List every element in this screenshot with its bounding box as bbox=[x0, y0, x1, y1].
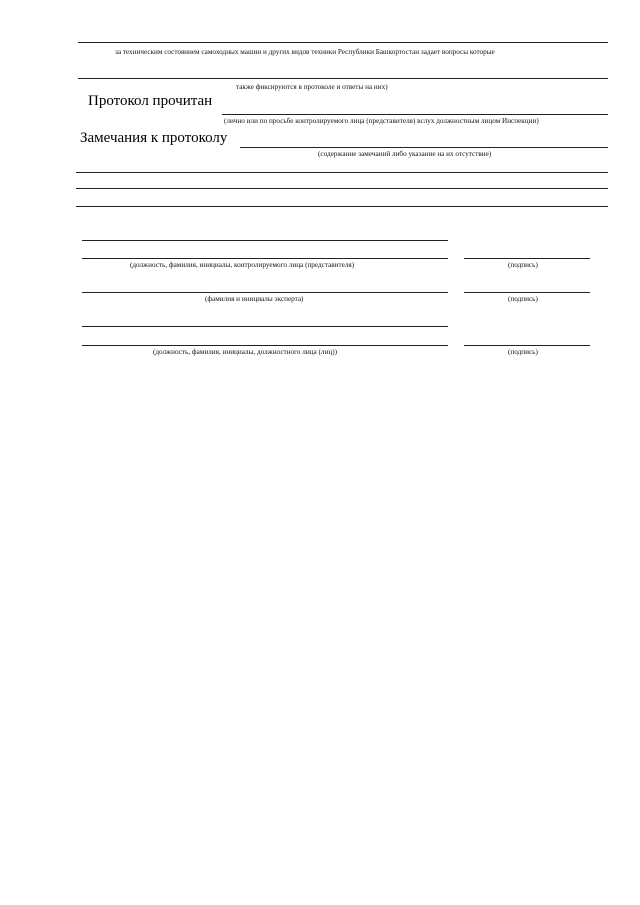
rule-sig3-name-1 bbox=[82, 326, 448, 327]
sig3-sign-caption: (подпись) bbox=[508, 348, 538, 356]
rule-sig2-name bbox=[82, 292, 448, 293]
rule-sig3-sign bbox=[464, 345, 590, 346]
rule-top bbox=[78, 42, 608, 43]
rule-sig2-sign bbox=[464, 292, 590, 293]
rule-sig1-name-1 bbox=[82, 240, 448, 241]
remarks-caption: (содержание замечаний либо указание на их отсутствие) bbox=[318, 150, 492, 158]
rule-sig1-sign bbox=[464, 258, 590, 259]
sig2-sign-caption: (подпись) bbox=[508, 295, 538, 303]
sig2-caption: (фамилия и инициалы эксперта) bbox=[205, 295, 304, 303]
rule-header-2 bbox=[78, 78, 608, 79]
rule-remarks-2 bbox=[76, 188, 608, 189]
rule-remarks-1 bbox=[76, 172, 608, 173]
rule-remarks-3 bbox=[76, 206, 608, 207]
rule-remarks bbox=[240, 147, 608, 148]
sig3-caption: (должность, фамилия, инициалы, должностного лица (лиц)) bbox=[153, 348, 337, 356]
sig1-sign-caption: (подпись) bbox=[508, 261, 538, 269]
rule-sig1-name-2 bbox=[82, 258, 448, 259]
protocol-read-caption: (лично или по просьбе контролируемого лица (представителя) вслух должностным лицом Инспекции) bbox=[224, 117, 539, 125]
sig1-caption: (должность, фамилия, инициалы, контролируемого лица (представителя) bbox=[130, 261, 355, 269]
protocol-read-title: Протокол прочитан bbox=[88, 93, 213, 109]
rule-sig3-name-2 bbox=[82, 345, 448, 346]
rule-protocol-read bbox=[222, 114, 608, 115]
header-text-line1: за техническим состоянием самоходных машин и других видов техники Республики Башкортостан задает вопросы которые bbox=[115, 48, 495, 56]
header-text-line2: также фиксируются в протоколе и ответы на них) bbox=[236, 83, 388, 91]
remarks-title: Замечания к протоколу bbox=[80, 130, 228, 146]
